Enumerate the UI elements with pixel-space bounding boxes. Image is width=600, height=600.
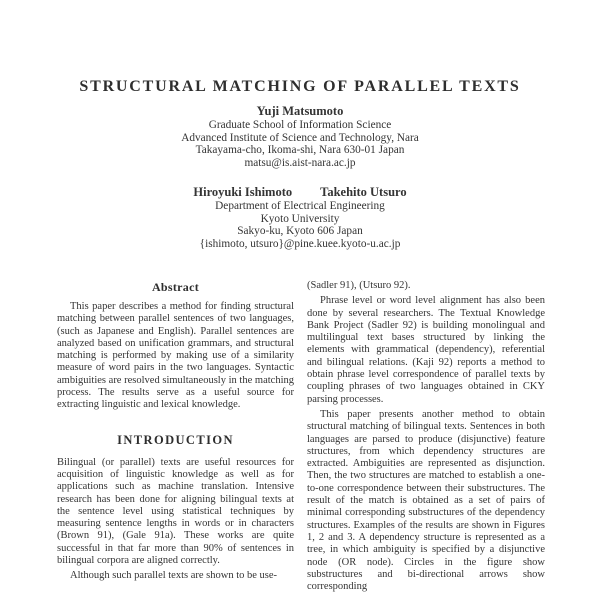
author-block-1 (0, 104, 600, 170)
introduction-paragraph-1: Bilingual (or parallel) texts are useful resources for acquisition of linguistic knowledge as well as for applications such as machine translation. Intensive research has been done for aligning bilingual texts at the sentence level using statistical techniques by measuring sentence lengths in words or in characters (Brown 91), (Gale 91a). These works are quite successful in that far more than 90% of sentences in bilingual corpora are aligned correctly. (57, 456, 294, 567)
affiliation-line: Sakyo-ku, Kyoto 606 Japan (237, 225, 363, 238)
right-column (307, 280, 545, 600)
author-block-2 (0, 185, 600, 251)
author-name-matsumoto: Yuji Matsumoto (256, 104, 344, 118)
paper-title: STRUCTURAL MATCHING OF PARALLEL TEXTS (79, 78, 521, 95)
author-email: {ishimoto, utsuro}@pine.kuee.kyoto-u.ac.jp (199, 238, 401, 251)
right-column-paragraph-3: This paper presents another method to obtain structural matching of bilingual texts. Sentences in both languages are parsed to produce (disjunctive) feature structures, from which dependency structures are extracted. Ambiguities are represented as disjunction. Then, the two structures are matched to establish a one-to-one correspondence between their substructures. The result of the match is obtained as a set of pairs of minimal corresponding substructures of the dependency structures. Examples of the results are shown in Figures 1, 2 and 3. A dependency structure is represented as a tree, in which ambiguity is specified by a disjunctive node (OR node). Circles in the figure show substructures and bi-directional arrows show corresponding (307, 408, 545, 593)
affiliation-line: Kyoto University (260, 212, 340, 225)
introduction-paragraph-2: Although such parallel texts are shown to be use- (70, 570, 278, 582)
affiliation-line: Takayama-cho, Ikoma-shi, Nara 630-01 Japan (195, 144, 405, 157)
abstract-heading: Abstract (151, 280, 200, 294)
author-name-ishimoto: Hiroyuki Ishimoto (193, 185, 293, 199)
right-column-paragraph-1: (Sadler 91), (Utsuro 92). (307, 280, 411, 291)
right-column-paragraph-2: Phrase level or word level alignment has also been done by several researchers. The Textual Knowledge Bank Project (Sadler 92) is building monolingual and multilingual text bases structured by linking the elements with grammatical (dependency), referential and bilingual relations. (Kaji 92) reports a method to obtain phrase level correspondence of parallel texts by coupling phrases of two languages obtained in CKY parsing processes. (307, 295, 545, 405)
affiliation-line: Graduate School of Information Science (208, 119, 392, 131)
affiliation-line: Advanced Institute of Science and Technology, Nara (181, 131, 419, 144)
abstract-body: This paper describes a method for finding structural matching between parallel sentences of two languages, (such as Japanese and English). Parallel sentences are analyzed based on unification grammars, and structural matching is performed by making use of a similarity measure of word pairs in the two languages. Syntactic ambiguities are resolved simultaneously in the matching process. The results serve as a useful source for extracting linguistic and lexical knowledge. (57, 301, 294, 411)
left-column (57, 280, 294, 600)
author-names-row (0, 185, 600, 199)
author-email: matsu@is.aist-nara.ac.jp (244, 157, 356, 170)
introduction-heading: INTRODUCTION (117, 432, 234, 447)
affiliation-line: Department of Electrical Engineering (215, 200, 385, 212)
author-name-utsuro: Takehito Utsuro (320, 185, 407, 199)
